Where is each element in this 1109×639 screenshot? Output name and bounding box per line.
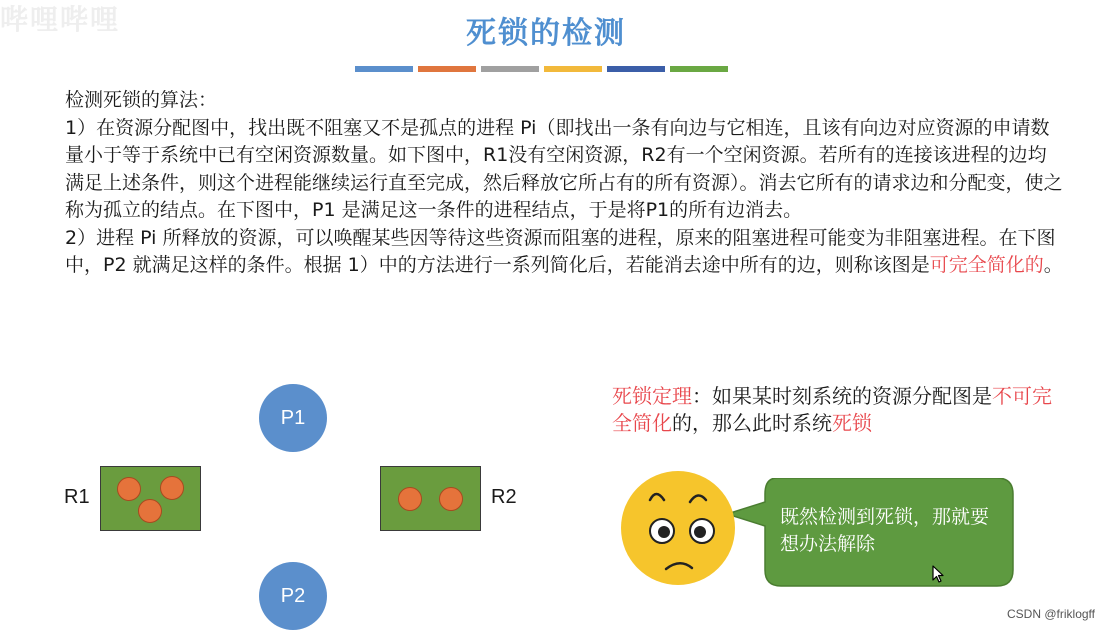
algorithm-heading: 检测死锁的算法： [65, 89, 218, 111]
theorem-highlight-2: 死锁 [832, 411, 872, 435]
worried-face-icon [620, 470, 736, 586]
process-label-p1: P1 [280, 406, 306, 429]
accent-bar [481, 66, 539, 72]
resource-node-r2 [380, 466, 481, 531]
accent-bar [418, 66, 476, 72]
algorithm-step-1: 1）在资源分配图中，找出既不阻塞又不是孤点的进程 Pi（即找出一条有向边与它相连，且该有向边对应资源的申请数量小于等于系统中已有空闲资源数量。如下图中，R1没有空闲资源，R2有一个空闲资源。若所有的连接该进程的边均满足上述条件，则这个进程能继续运行直至完成，然后释放它所占有的所有资源）。消去它所有的请求边和分配变，使之称为孤立的结点。在下图中，P1 是满足这一条件的进程结点，于是将P1的所有边消去。 [65, 116, 1063, 221]
resource-label-r2: R2 [491, 486, 517, 508]
accent-bar [670, 66, 728, 72]
title-accent-bars [355, 66, 733, 72]
mouse-cursor-icon [932, 565, 944, 583]
resource-node-r1 [100, 466, 201, 531]
process-node-p2 [259, 562, 327, 630]
resource-label-r1: R1 [64, 486, 90, 508]
theorem-text-1: ：如果某时刻系统的资源分配图是 [692, 384, 992, 408]
algorithm-description [65, 87, 1065, 280]
theorem-text-2: 的，那么此时系统 [672, 411, 832, 435]
resource-instance [398, 487, 422, 511]
resource-instance [138, 499, 162, 523]
resource-instance [160, 476, 184, 500]
step-2-text: 2）进程 Pi 所释放的资源，可以唤醒某些因等待这些资源而阻塞的进程，原来的阻塞进程可能变为非阻塞进程。在下图中，P2 就满足这样的条件。根据 1）中的方法进行一系列简化后，若能消去途中所有的边，则称该图是 [65, 226, 1056, 276]
process-label-p2: P2 [280, 584, 306, 607]
slide-title: 死锁的检测 [466, 16, 626, 51]
resource-instance [117, 477, 141, 501]
theorem-highlight-1: 不可完全简化 [612, 384, 1052, 435]
step-2-highlight: 可完全简化的 [929, 254, 1044, 276]
watermark-logo: 哔哩哔哩 [0, 4, 121, 35]
accent-bar [607, 66, 665, 72]
deadlock-theorem [612, 383, 1052, 437]
speech-bubble-text: 既然检测到死锁，那就要想办法解除 [780, 506, 990, 555]
resource-instance [439, 487, 463, 511]
step-2-end: 。 [1043, 254, 1063, 276]
algorithm-step-2 [65, 225, 1065, 280]
accent-bar [544, 66, 602, 72]
source-credit: CSDN @friklogff [1007, 607, 1095, 621]
theorem-label: 死锁定理 [612, 384, 692, 408]
accent-bar [355, 66, 413, 72]
process-node-p1 [259, 384, 327, 452]
